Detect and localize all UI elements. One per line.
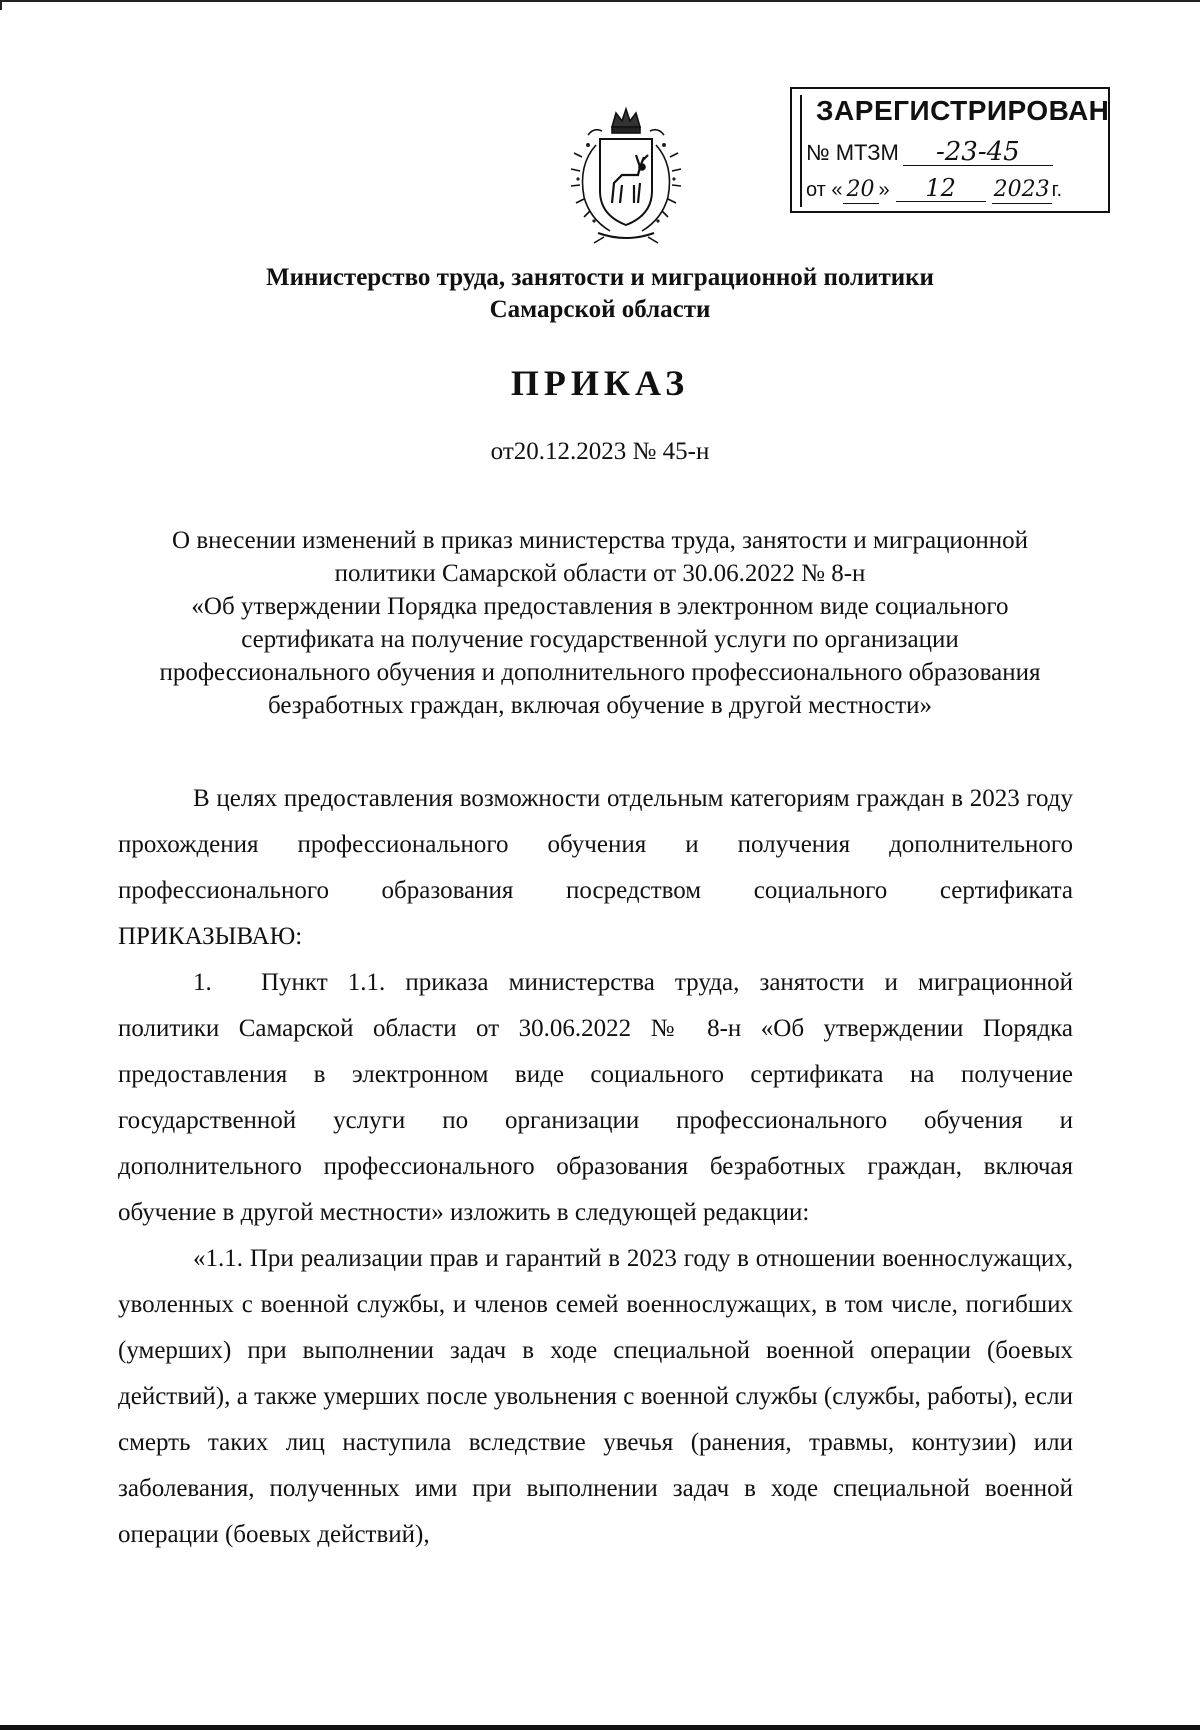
stamp-number-row xyxy=(806,139,1053,166)
subject-line: О внесении изменений в приказ министерства труда, занятости и миграционной xyxy=(172,527,1028,554)
document-type: ПРИКАЗ xyxy=(510,363,690,403)
ministry-heading xyxy=(110,262,1090,326)
stamp-date-year: 2023 xyxy=(993,177,1050,202)
subject-line: сертификата на получение государственной услуги по организации xyxy=(241,626,959,653)
stamp-date-month: 12 xyxy=(896,175,986,202)
stamp-date-day: 20 xyxy=(843,177,879,204)
subject-line: политики Самарской области от 30.06.2022 № 8-н xyxy=(334,560,866,587)
stamp-number-value: -23-45 xyxy=(903,139,1053,166)
scan-edge-bottom xyxy=(0,1725,1200,1730)
stamp-date-row xyxy=(806,175,1062,204)
order-subject xyxy=(110,524,1090,722)
stamp-number-label: № МТЗМ xyxy=(806,140,899,165)
order-date-number: от20.12.2023 № 45-н xyxy=(490,438,710,465)
item-1-1-paragraph: «1.1. При реализации прав и гарантий в 2023 году в отношении военнослужащих, уволенных с военной службы, и членов семей военнослужащих, в том числе, погибших (умерших) при выполнении задач в ходе специальной военной операции (боевых действий), а также умерших после увольнения с военной службы (службы, работы), если смерть таких лиц наступила вследствие увечья (ранения, травмы, контузии) или заболевания, полученных ими при выполнении задач в ходе специальной военной операции (боевых действий), xyxy=(118,1245,1073,1548)
order-body xyxy=(118,776,1073,1558)
item-1-text: Пункт 1.1. приказа министерства труда, занятости и миграционной политики Самарской области от 30.06.2022 № 8-н «Об утверждении Порядка предоставления в электронном виде социального сертификата на получение государственной услуги по организации профессионального обучения и дополнительного профессионального образования безработных граждан, включая обучение в другой местности» изложить в следующей редакции: xyxy=(118,969,1073,1226)
coat-of-arms-emblem xyxy=(560,105,692,245)
preamble-paragraph: В целях предоставления возможности отдельным категориям граждан в 2023 году прохождения профессионального обучения и получения дополнительного профессионального образования посредством социального сертификата ПРИКАЗЫВАЮ: xyxy=(118,785,1073,950)
registration-stamp xyxy=(790,87,1110,213)
item-1-number: 1. xyxy=(193,969,212,996)
ministry-line-2: Самарской области xyxy=(489,296,711,323)
ministry-line-1: Министерство труда, занятости и миграционной политики xyxy=(266,264,934,291)
scan-edge-mark xyxy=(0,0,2,10)
stamp-title: ЗАРЕГИСТРИРОВАН xyxy=(816,95,1110,126)
subject-line: «Об утверждении Порядка предоставления в электронном виде социального xyxy=(191,593,1009,620)
stamp-date-suffix: г. xyxy=(1051,179,1063,201)
stamp-divider xyxy=(800,95,802,207)
item-1-paragraph xyxy=(118,960,1073,1236)
subject-line: безработных граждан, включая обучение в другой местности» xyxy=(267,692,933,719)
stamp-date-prefix: от « xyxy=(806,179,843,201)
scan-edge xyxy=(0,0,1200,2)
subject-line: профессионального обучения и дополнительного профессионального образования xyxy=(159,659,1041,686)
stamp-date-day-suffix: » xyxy=(878,179,890,201)
